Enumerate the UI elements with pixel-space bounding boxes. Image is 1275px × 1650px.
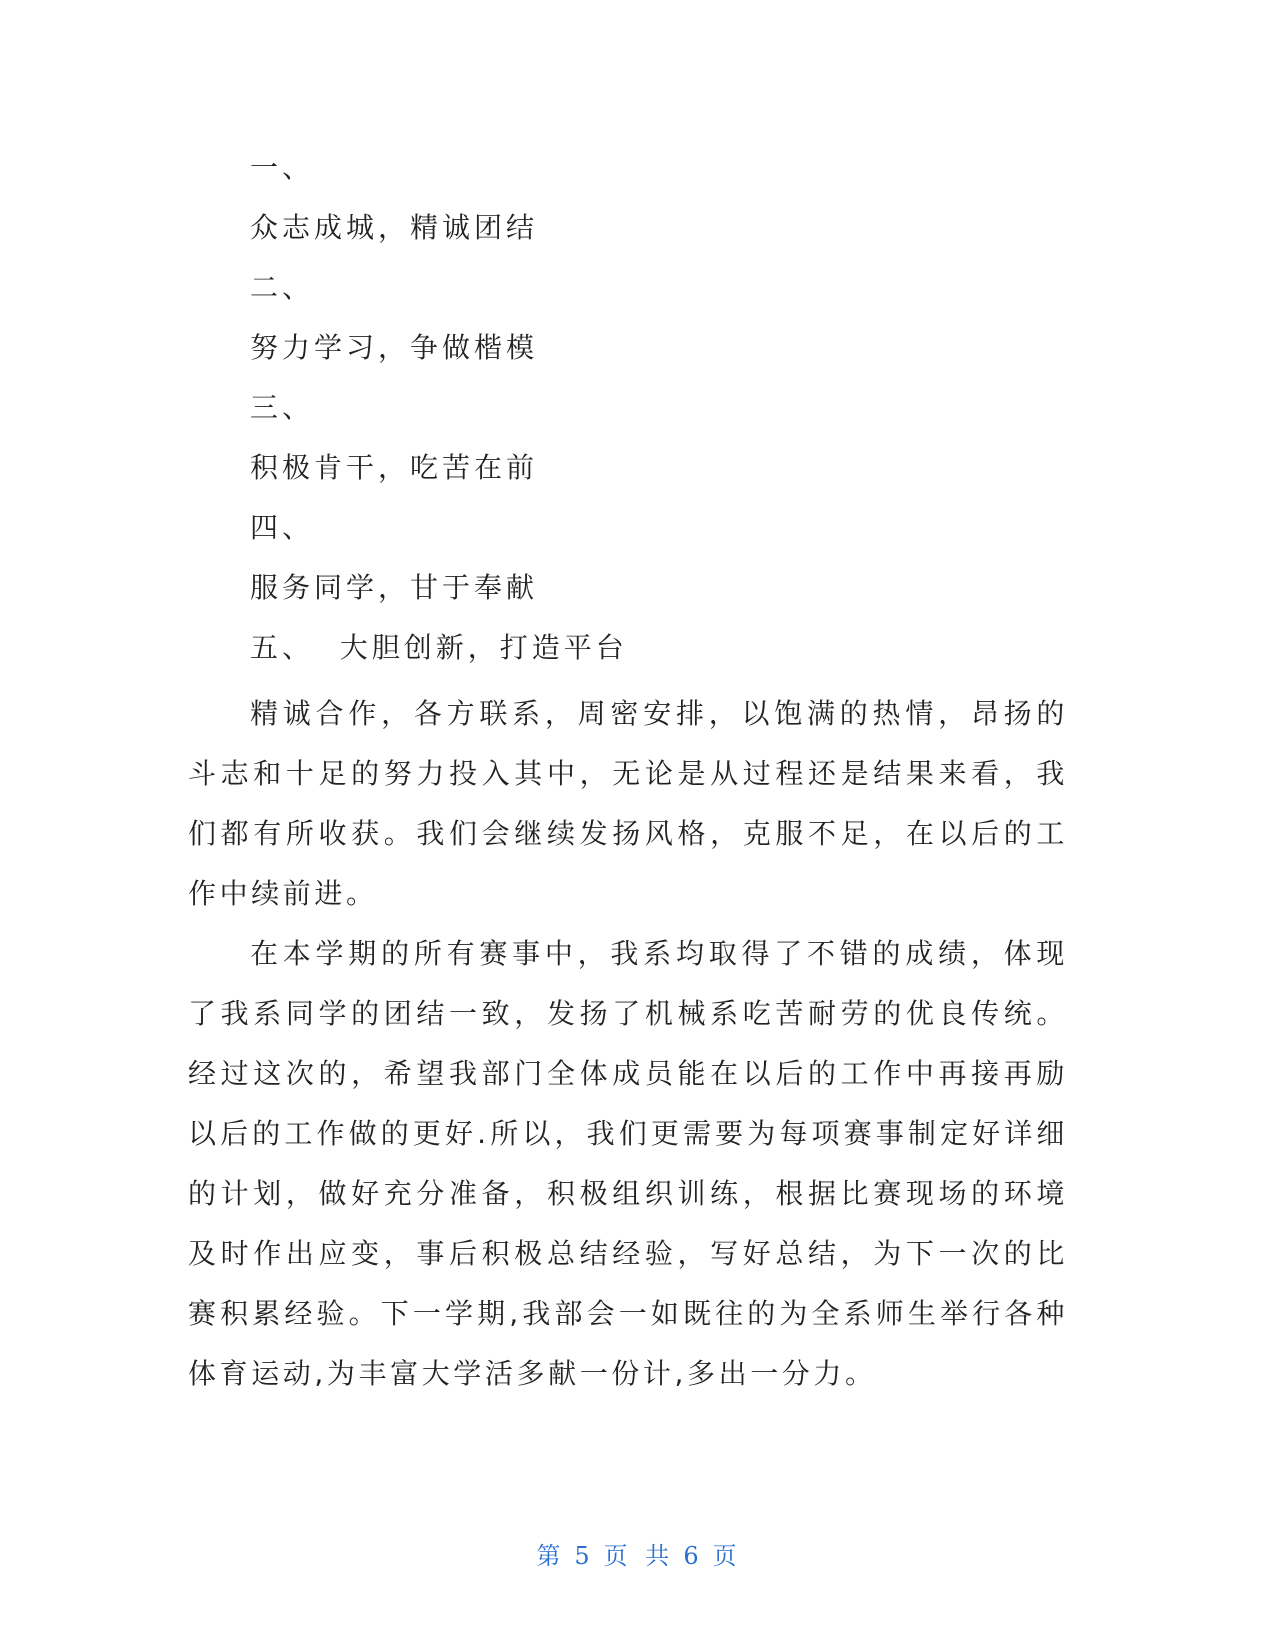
- footer-prefix: 第: [536, 1542, 563, 1570]
- outline-item-5: 五、 大胆创新，打造平台: [250, 631, 628, 664]
- footer-total-pages: 6: [683, 1542, 701, 1570]
- outline-item-4-number: 四、: [250, 511, 315, 544]
- footer-page-number: 5: [574, 1542, 592, 1570]
- outline-item-1-title: 众志成城，精诚团结: [250, 211, 539, 244]
- outline-item-4-title: 服务同学，甘于奉献: [250, 571, 539, 604]
- outline-item-2-title: 努力学习，争做楷模: [250, 331, 539, 364]
- outline-list: [250, 138, 1070, 678]
- body-text: [188, 684, 1068, 1404]
- paragraph-2: 在本学期的所有赛事中，我系均取得了不错的成绩，体现了我系同学的团结一致，发扬了机械系吃苦耐劳的优良传统。经过这次的，希望我部门全体成员能在以后的工作中再接再励以后的工作做的更好.所以，我们更需要为每项赛事制定好详细的计划，做好充分准备，积极组织训练，根据比赛现场的环境及时作出应变，事后积极总结经验，写好总结，为下一次的比赛积累经验。下一学期,我部会一如既往的为全系师生举行各种体育运动,为丰富大学活多献一份计,多出一分力。: [188, 937, 1068, 1390]
- page-footer: [0, 1536, 1275, 1571]
- outline-item-2-number: 二、: [250, 271, 315, 304]
- footer-suffix: 页: [712, 1542, 739, 1570]
- outline-item-1-number: 一、: [250, 151, 315, 184]
- paragraph-1: 精诚合作，各方联系，周密安排，以饱满的热情，昂扬的斗志和十足的努力投入其中，无论是从过程还是结果来看，我们都有所收获。我们会继续发扬风格，克服不足，在以后的工作中续前进。: [188, 697, 1068, 910]
- outline-item-3-title: 积极肯干，吃苦在前: [250, 451, 539, 484]
- footer-mid: 页 共: [603, 1542, 672, 1570]
- outline-item-3-number: 三、: [250, 391, 315, 424]
